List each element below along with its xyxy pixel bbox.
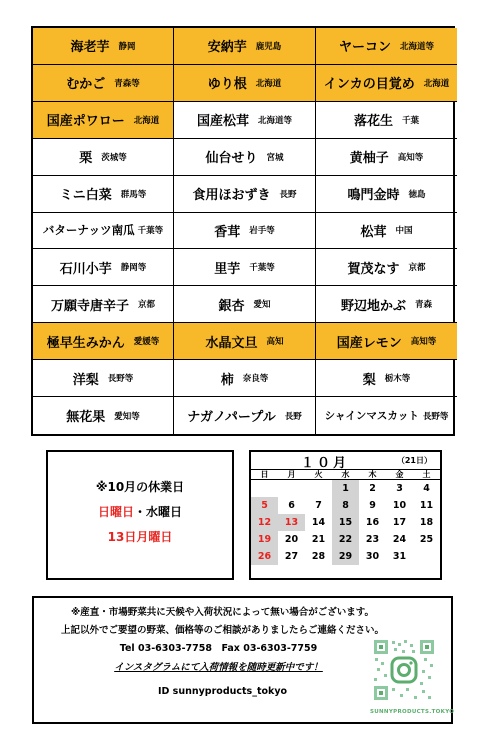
- produce-cell: [33, 323, 174, 360]
- produce-cell: [316, 139, 457, 176]
- produce-name: シャインマスカット: [324, 410, 419, 423]
- calendar-day: 15: [332, 514, 359, 531]
- calendar-day: 19: [251, 531, 278, 548]
- calendar-weekday: 木: [359, 470, 386, 480]
- calendar-day: 27: [284, 551, 299, 562]
- produce-origin: 京都: [408, 263, 426, 274]
- holiday-notice: [46, 450, 234, 580]
- produce-origin: 北海道: [423, 78, 450, 89]
- produce-cell: [33, 249, 174, 286]
- produce-name: バターナッツ南瓜: [42, 223, 135, 238]
- calendar-day: 30: [365, 551, 380, 562]
- produce-name: 香茸: [214, 224, 241, 240]
- produce-cell: [174, 213, 316, 250]
- produce-origin: 千葉等: [249, 263, 275, 274]
- produce-name: ミニ白菜: [59, 188, 112, 204]
- produce-origin: 静岡等: [120, 263, 147, 274]
- produce-origin: 愛知: [253, 300, 271, 311]
- calendar-day: 26: [251, 548, 278, 565]
- qr-caption: SUNNYPRODUCTS.TOKYO: [370, 709, 455, 715]
- produce-cell: [33, 213, 174, 250]
- produce-name: 水晶文旦: [205, 335, 258, 351]
- calendar-weekday: 水: [332, 470, 359, 480]
- produce-cell: [174, 102, 316, 139]
- produce-name: ナガノパープル: [187, 410, 276, 426]
- produce-origin: 茨城等: [101, 152, 127, 163]
- calendar-day: 10: [392, 500, 407, 511]
- calendar-day: 3: [396, 483, 403, 494]
- calendar-day: 14: [311, 517, 326, 528]
- calendar-day: 13: [278, 514, 305, 531]
- calendar-header: [251, 452, 440, 470]
- calendar-day: 31: [392, 551, 407, 562]
- produce-cell: [174, 360, 316, 397]
- calendar-day: 18: [419, 517, 434, 528]
- produce-cell: [316, 65, 457, 102]
- produce-cell: [174, 176, 316, 213]
- produce-origin: 高知: [266, 337, 284, 348]
- calendar-weekday: 月: [278, 470, 305, 480]
- produce-name: 黄柚子: [349, 151, 389, 167]
- produce-name: 仙台せり: [205, 151, 258, 167]
- instagram-id: ID sunnyproducts_tokyo: [157, 686, 288, 697]
- phone-fax: Tel 03-6303-7758 Fax 03-6303-7759: [119, 643, 318, 654]
- produce-cell: [33, 286, 174, 323]
- produce-cell: [316, 286, 457, 323]
- calendar-month: １０月: [301, 456, 350, 471]
- produce-name: 栗: [79, 151, 93, 167]
- produce-origin: 中国: [395, 226, 413, 237]
- calendar-day: 1: [332, 480, 359, 497]
- produce-name: 国産松茸: [196, 114, 249, 130]
- produce-table: [31, 26, 455, 436]
- produce-origin: 千葉: [402, 115, 420, 126]
- produce-name: 野辺地かぶ: [340, 298, 406, 314]
- produce-origin: 長野: [279, 189, 297, 200]
- calendar: [249, 450, 442, 580]
- holiday-wednesday: ・水曜日: [134, 504, 183, 519]
- produce-cell: [316, 397, 457, 434]
- produce-origin: 京都: [138, 300, 156, 311]
- produce-name: 国産ポワロー: [46, 114, 125, 130]
- produce-cell: [316, 249, 457, 286]
- calendar-day: 24: [392, 534, 407, 545]
- produce-name: 極早生みかん: [46, 335, 125, 351]
- calendar-day: 23: [365, 534, 380, 545]
- calendar-day: 21: [311, 534, 326, 545]
- produce-cell: [33, 102, 174, 139]
- calendar-day: 29: [332, 548, 359, 565]
- produce-cell: [174, 397, 316, 434]
- produce-cell: [33, 176, 174, 213]
- produce-name: 落花生: [353, 114, 393, 130]
- calendar-day: [278, 480, 305, 497]
- calendar-weekday: 土: [413, 470, 440, 480]
- produce-origin: 岩手等: [249, 226, 275, 237]
- calendar-day: [413, 548, 440, 565]
- produce-origin: 北海道等: [258, 115, 293, 126]
- produce-cell: [174, 65, 316, 102]
- produce-name: インカの目覚め: [323, 77, 415, 93]
- produce-origin: 北海道等: [400, 41, 435, 52]
- produce-name: 柿: [220, 372, 234, 388]
- produce-name: 安納芋: [207, 40, 247, 56]
- produce-origin: 栃木等: [384, 374, 411, 385]
- produce-origin: 静岡: [118, 41, 136, 52]
- calendar-weekday: 火: [305, 470, 332, 480]
- calendar-day: 12: [251, 514, 278, 531]
- calendar-day: 9: [369, 500, 376, 511]
- produce-name: 梨: [362, 372, 376, 388]
- produce-name: むかご: [66, 77, 106, 93]
- produce-origin: 長野等: [107, 374, 134, 385]
- produce-name: 洋梨: [72, 372, 99, 388]
- produce-origin: 群馬等: [120, 189, 147, 200]
- produce-origin: 宮城: [266, 152, 284, 163]
- produce-cell: [33, 28, 174, 65]
- calendar-day: 25: [419, 534, 434, 545]
- produce-cell: [316, 176, 457, 213]
- calendar-day: 5: [251, 497, 278, 514]
- produce-cell: [174, 139, 316, 176]
- produce-cell: [174, 323, 316, 360]
- calendar-business-days: （21日）: [396, 456, 432, 465]
- calendar-weekday: 金: [386, 470, 413, 480]
- produce-cell: [33, 65, 174, 102]
- produce-origin: 高知等: [397, 152, 424, 163]
- produce-name: 海老芋: [70, 40, 110, 56]
- calendar-day: 22: [332, 531, 359, 548]
- produce-name: 賀茂なす: [347, 261, 400, 277]
- holiday-weekdays: [98, 503, 182, 520]
- calendar-day: 17: [392, 517, 407, 528]
- produce-cell: [33, 360, 174, 397]
- calendar-day: [251, 480, 278, 497]
- qr-code-icon[interactable]: [372, 638, 436, 712]
- holiday-sunday: 日曜日: [97, 504, 134, 519]
- produce-cell: [174, 286, 316, 323]
- holiday-title: ※10月の休業日: [95, 479, 185, 494]
- produce-cell: [316, 28, 457, 65]
- calendar-weekday: 日: [251, 470, 278, 480]
- produce-name: 鳴門金時: [347, 188, 400, 204]
- produce-origin: 愛知等: [114, 411, 140, 422]
- calendar-day: 2: [369, 483, 376, 494]
- calendar-day: 6: [288, 500, 295, 511]
- produce-origin: 青森等: [114, 78, 140, 89]
- produce-cell: [316, 360, 457, 397]
- calendar-grid: [251, 470, 440, 565]
- instagram-notice: インスタグラムにて入荷情報を随時更新中です！: [114, 662, 323, 673]
- produce-cell: [316, 102, 457, 139]
- produce-origin: 千葉等: [137, 226, 164, 237]
- produce-origin: 徳島: [408, 189, 426, 200]
- produce-name: 松茸: [360, 224, 387, 240]
- produce-origin: 奈良等: [242, 374, 269, 385]
- produce-cell: [174, 249, 316, 286]
- produce-cell: [316, 323, 457, 360]
- produce-name: ゆり根: [207, 77, 247, 93]
- produce-cell: [316, 213, 457, 250]
- produce-name: 国産レモン: [336, 335, 402, 351]
- produce-origin: 鹿児島: [255, 41, 282, 52]
- calendar-day: 4: [423, 483, 430, 494]
- calendar-day: 16: [365, 517, 380, 528]
- produce-name: ヤーコン: [338, 40, 391, 56]
- produce-name: 食用ほおずき: [192, 188, 271, 204]
- produce-name: 銀杏: [218, 298, 245, 314]
- contact-request: 上記以外でご要望の野菜、価格等のご相談がありましたらご連絡ください。: [60, 625, 384, 636]
- produce-origin: 愛媛等: [133, 337, 160, 348]
- produce-cell: [33, 139, 174, 176]
- produce-origin: 北海道: [133, 115, 160, 126]
- produce-origin: 高知等: [410, 337, 437, 348]
- availability-note: ※産直・市場野菜共に天候や入荷状況によって無い場合がございます。: [71, 607, 374, 618]
- calendar-day: 7: [315, 500, 322, 511]
- produce-name: 里芋: [214, 261, 241, 277]
- produce-origin: 長野等: [422, 411, 449, 422]
- produce-name: 無花果: [66, 410, 106, 426]
- produce-cell: [174, 28, 316, 65]
- calendar-day: 20: [284, 534, 299, 545]
- info-box: [32, 596, 453, 724]
- calendar-day: 11: [419, 500, 434, 511]
- produce-name: 石川小芋: [59, 261, 112, 277]
- produce-cell: [33, 397, 174, 434]
- calendar-day: 8: [332, 497, 359, 514]
- produce-origin: 長野: [284, 411, 302, 422]
- calendar-day: [305, 480, 332, 497]
- produce-origin: 北海道: [255, 78, 282, 89]
- produce-origin: 青森: [415, 300, 433, 311]
- calendar-day: 28: [311, 551, 326, 562]
- produce-name: 万願寺唐辛子: [50, 298, 129, 314]
- holiday-extra-day: 13日月曜日: [107, 529, 173, 544]
